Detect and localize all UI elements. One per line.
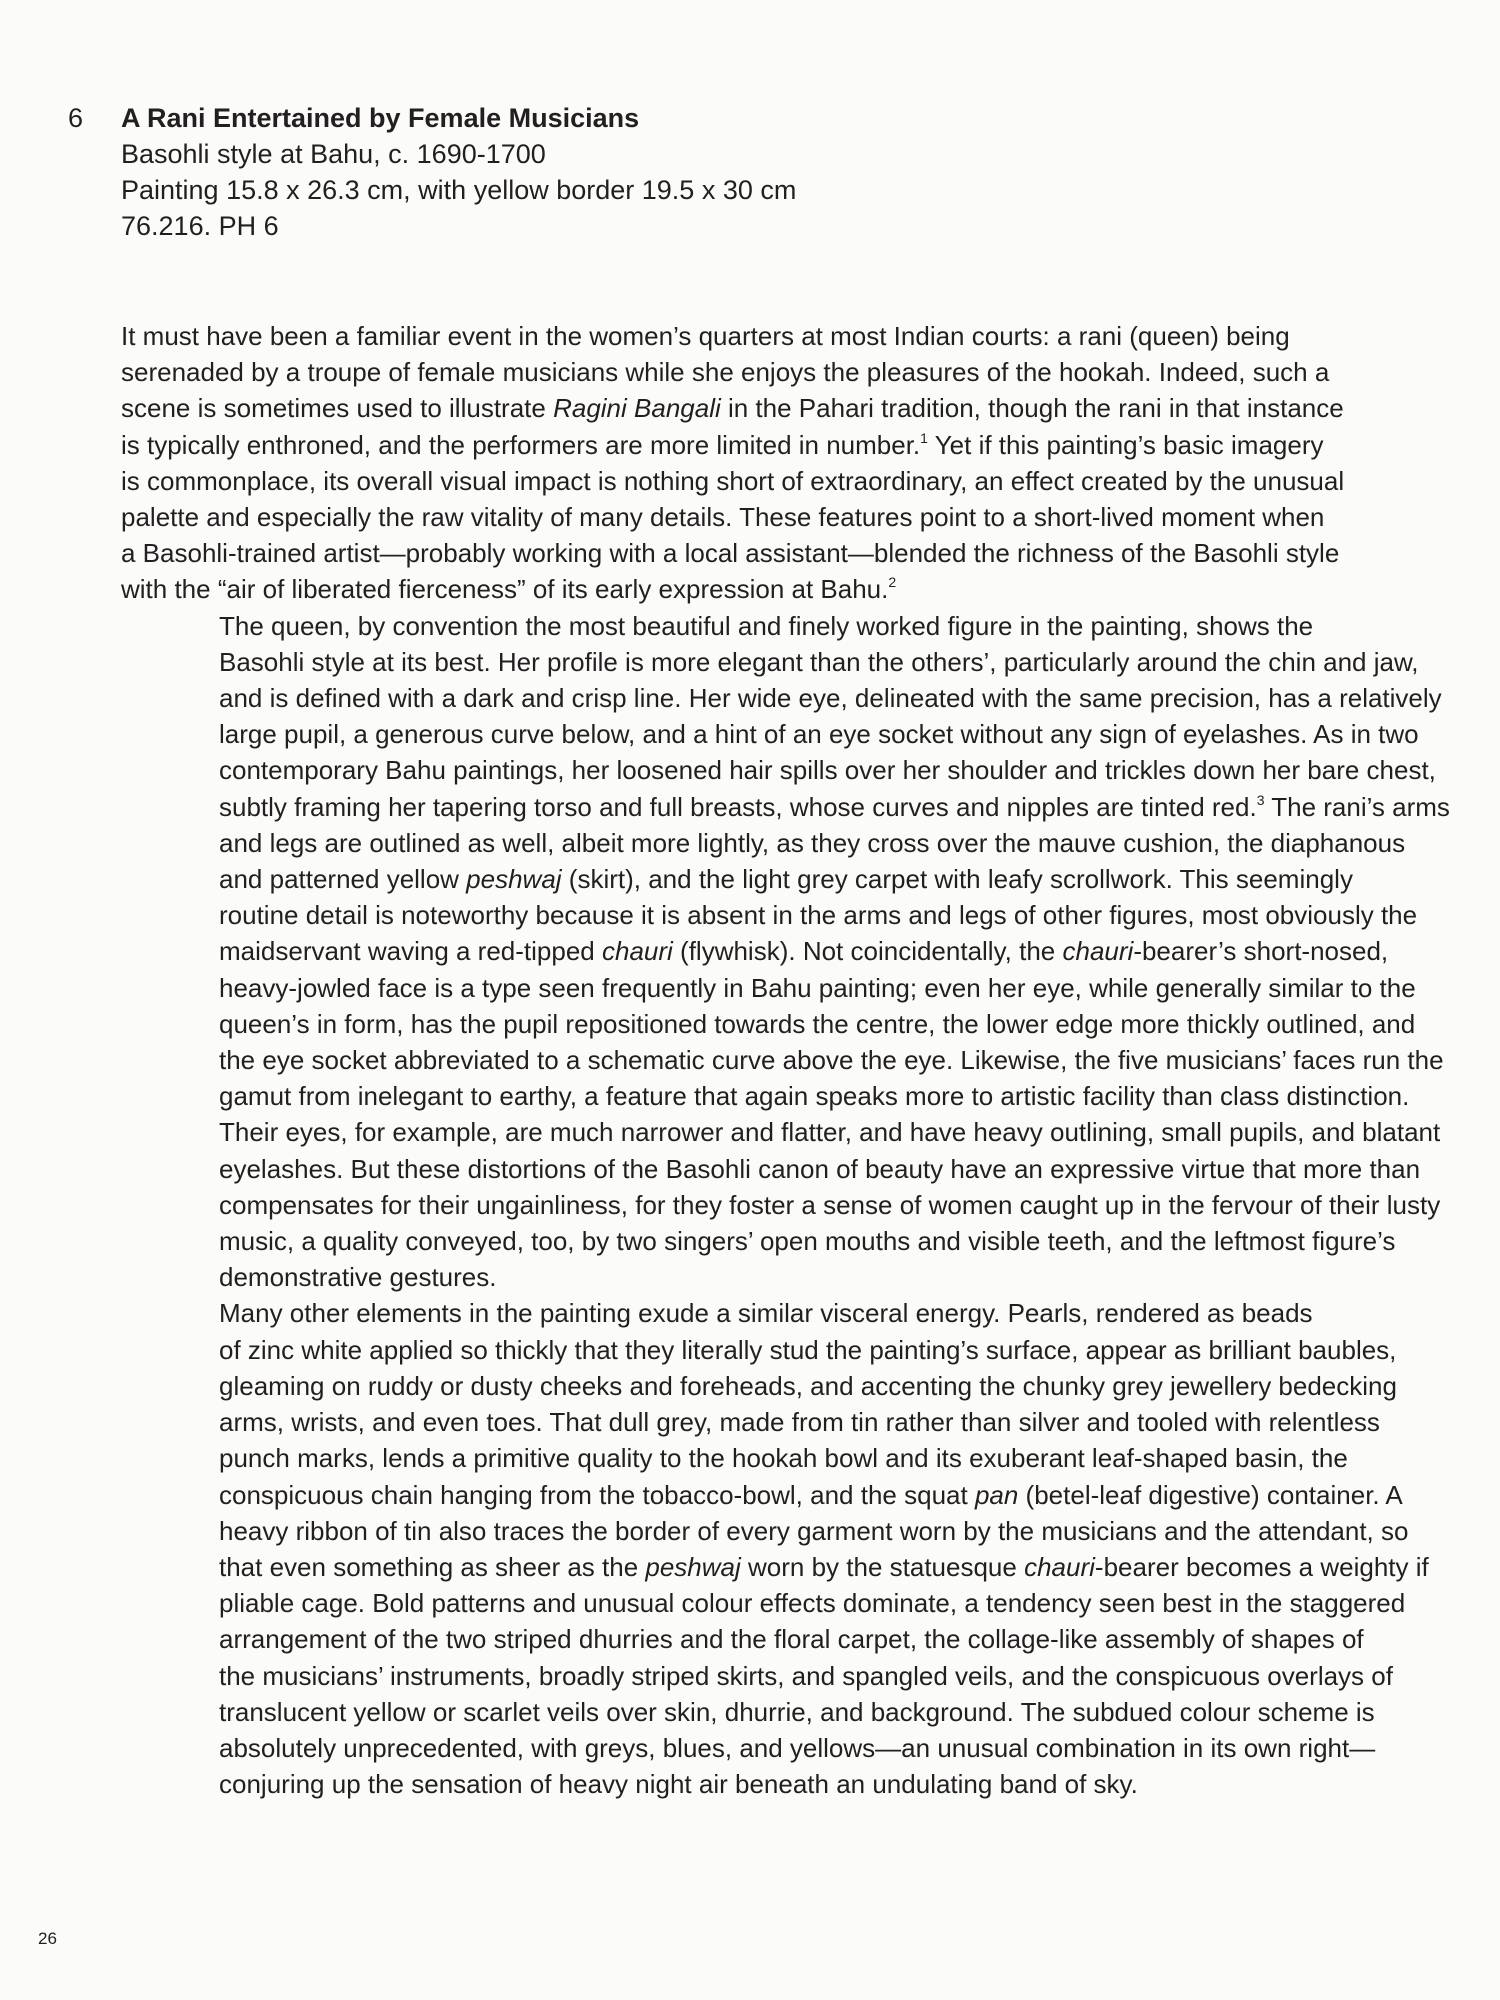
text-line: demonstrative gestures. bbox=[219, 1262, 497, 1293]
text-line: gamut from inelegant to earthy, a feature that again speaks more to artistic facility than class distinction. bbox=[219, 1081, 1410, 1112]
text-line: arrangement of the two striped dhurries and the floral carpet, the collage-like assembly of shapes of bbox=[219, 1624, 1364, 1655]
text-line: It must have been a familiar event in the women’s quarters at most Indian courts: a rani (queen) being bbox=[121, 321, 1290, 351]
text-line: compensates for their ungainliness, for they foster a sense of women caught up in the fervour of their lusty bbox=[219, 1189, 1441, 1220]
text-line: eyelashes. But these distortions of the Basohli canon of beauty have an expressive virtue that more than bbox=[219, 1153, 1421, 1184]
text-line: punch marks, lends a primitive quality to the hookah bowl and its exuberant leaf-shaped basin, the bbox=[219, 1443, 1348, 1474]
paragraph-2 bbox=[121, 608, 1471, 1296]
text-line: Basohli style at its best. Her profile is more elegant than the others’, particularly around the chin and jaw, bbox=[219, 646, 1419, 677]
text-line: palette and especially the raw vitality of many details. These features point to a short-lived moment when bbox=[121, 502, 1325, 533]
text-line: heavy ribbon of tin also traces the border of every garment worn by the musicians and the attendant, so bbox=[219, 1515, 1409, 1546]
italic-term: chauri bbox=[601, 936, 673, 967]
paragraph-3 bbox=[121, 1295, 1471, 1802]
footnote-marker: 1 bbox=[920, 429, 928, 446]
italic-term: chauri bbox=[1024, 1551, 1095, 1582]
text-line: conspicuous chain hanging from the tobacco-bowl, and the squat pan (betel-leaf digestive) container. A bbox=[219, 1479, 1403, 1510]
text-line: gleaming on ruddy or dusty cheeks and foreheads, and accenting the chunky grey jewellery bedecking bbox=[219, 1370, 1397, 1401]
text-line: and legs are outlined as well, albeit more lightly, as they cross over the mauve cushion, the diaphanous bbox=[219, 827, 1406, 858]
text-line: queen’s in form, has the pupil repositioned towards the centre, the lower edge more thickly outlined, and bbox=[219, 1008, 1416, 1039]
italic-term: Ragini Bangali bbox=[553, 393, 721, 424]
text-line: The queen, by convention the most beautiful and finely worked figure in the painting, shows the bbox=[219, 610, 1314, 641]
text-line: subtly framing her tapering torso and full breasts, whose curves and nipples are tinted red.$^3$ The rani’s arms bbox=[219, 791, 1450, 822]
entry-dimensions: Painting 15.8 x 26.3 cm, with yellow border 19.5 x 30 cm bbox=[121, 175, 797, 205]
italic-term: peshwaj bbox=[466, 864, 562, 895]
text-line: conjuring up the sensation of heavy night air beneath an undulating band of sky. bbox=[219, 1769, 1138, 1800]
text-line: music, a quality conveyed, too, by two singers’ open mouths and visible teeth, and the leftmost figure’s bbox=[219, 1226, 1396, 1257]
text-line: Many other elements in the painting exude a similar visceral energy. Pearls, rendered as beads bbox=[219, 1298, 1313, 1329]
text-line: absolutely unprecedented, with greys, blues, and yellows—an unusual combination in its own right— bbox=[219, 1732, 1376, 1763]
text-line: scene is sometimes used to illustrate Ragini Bangali in the Pahari tradition, though the rani in that instance bbox=[121, 393, 1344, 424]
footnote-marker: 3 bbox=[1256, 791, 1265, 808]
text-line: with the “air of liberated fierceness” of its early expression at Bahu.$^2$ bbox=[121, 574, 897, 605]
text-line: maidservant waving a red-tipped chauri (flywhisk). Not coincidentally, the chauri-bearer’s short-nosed, bbox=[219, 936, 1389, 967]
text-line: routine detail is noteworthy because it is absent in the arms and legs of other figures, most obviously the bbox=[219, 900, 1418, 931]
entry-header bbox=[121, 100, 1421, 244]
text-line: contemporary Bahu paintings, her loosened hair spills over her shoulder and trickles down her bare chest, bbox=[219, 755, 1436, 786]
text-line: is typically enthroned, and the performers are more limited in number.$^1$ Yet if this painting’s basic imagery bbox=[121, 429, 1324, 460]
text-line: the musicians’ instruments, broadly striped skirts, and spangled veils, and the conspicuous overlays of bbox=[219, 1660, 1393, 1691]
italic-term: peshwaj bbox=[645, 1551, 741, 1582]
text-line: Their eyes, for example, are much narrower and flatter, and have heavy outlining, small pupils, and blatant bbox=[219, 1117, 1441, 1148]
text-line: translucent yellow or scarlet veils over skin, dhurrie, and background. The subdued colour scheme is bbox=[219, 1696, 1375, 1727]
text-line: heavy-jowled face is a type seen frequently in Bahu painting; even her eye, while generally similar to the bbox=[219, 972, 1416, 1003]
text-line: and is defined with a dark and crisp line. Her wide eye, delineated with the same precision, has a relatively bbox=[219, 683, 1442, 714]
text-line: pliable cage. Bold patterns and unusual colour effects dominate, a tendency seen best in the staggered bbox=[219, 1588, 1406, 1619]
italic-term: pan bbox=[974, 1479, 1019, 1510]
text-line: is commonplace, its overall visual impact is nothing short of extraordinary, an effect created by the unusual bbox=[121, 465, 1345, 496]
entry-title: A Rani Entertained by Female Musicians bbox=[121, 103, 640, 133]
text-line: that even something as sheer as the peshwaj worn by the statuesque chauri-bearer becomes a weighty if bbox=[219, 1551, 1429, 1582]
footnote-marker: 2 bbox=[888, 574, 897, 591]
entry-style-line: Basohli style at Bahu, c. 1690-1700 bbox=[121, 139, 546, 169]
text-line: of zinc white applied so thickly that they literally stud the painting’s surface, appear as brilliant baubles, bbox=[219, 1334, 1397, 1365]
entry-accession: 76.216. PH 6 bbox=[121, 211, 279, 241]
text-line: arms, wrists, and even toes. That dull grey, made from tin rather than silver and tooled with relentless bbox=[219, 1407, 1380, 1438]
text-line: and patterned yellow peshwaj (skirt), and the light grey carpet with leafy scrollwork. This seemingly bbox=[219, 864, 1353, 895]
entry-number: 6 bbox=[68, 103, 84, 133]
text-line: large pupil, a generous curve below, and a hint of an eye socket without any sign of eyelashes. As in two bbox=[219, 719, 1419, 750]
text-line: a Basohli-trained artist—probably working with a local assistant—blended the richness of the Basohli style bbox=[121, 538, 1340, 569]
italic-term: chauri bbox=[1062, 936, 1134, 967]
text-line: the eye socket abbreviated to a schematic curve above the eye. Likewise, the five musicians’ faces run the bbox=[219, 1045, 1444, 1076]
text-line: serenaded by a troupe of female musicians while she enjoys the pleasures of the hookah. Indeed, such a bbox=[121, 357, 1330, 388]
page-number: 26 bbox=[38, 1929, 57, 1948]
essay-body bbox=[121, 318, 1471, 1802]
paragraph-1 bbox=[121, 318, 1471, 608]
